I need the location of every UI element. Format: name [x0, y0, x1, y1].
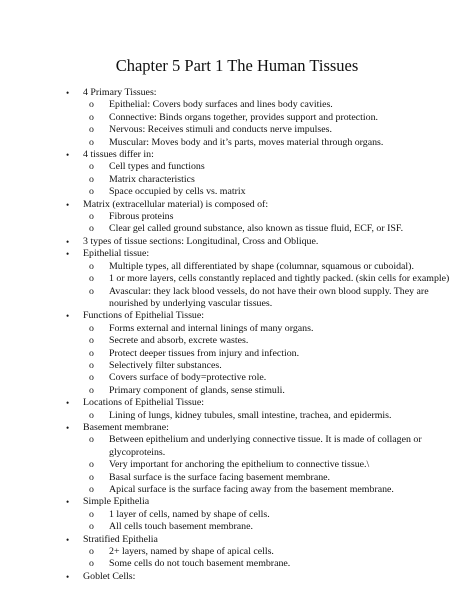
- sub-list-item-text: Multiple types, all differentiated by shape (columnar, squamous or cuboidal).: [109, 260, 414, 272]
- sub-list-item: [69, 509, 459, 521]
- sub-list-item-text: Between epithelium and underlying connective tissue. It is made of collagen or glycoproteins.: [109, 434, 422, 458]
- sub-list-item-text: Avascular: they lack blood vessels, do not have their own blood supply. They are nourished by underlying vascular tissues.: [109, 285, 429, 309]
- sub-list-item-text: Covers surface of body=protective role.: [109, 372, 267, 384]
- list-item-text: Epithelial tissue:: [83, 248, 150, 260]
- list-item: [66, 235, 459, 248]
- sub-list-item: [69, 323, 459, 335]
- bullet-icon: •: [66, 249, 70, 260]
- sub-list-item-text: Epithelial: Covers body surfaces and lines body cavities.: [109, 99, 333, 111]
- sub-bullet-icon: o: [89, 434, 94, 446]
- sub-list-item: [69, 99, 459, 111]
- bullet-icon: •: [66, 236, 70, 247]
- sub-bullet-icon: o: [89, 384, 94, 396]
- sub-bullet-icon: o: [89, 558, 94, 570]
- sub-list-item: [69, 223, 459, 235]
- sub-list-item-text: Clear gel called ground substance, also known as tissue fluid, ECF, or ISF.: [109, 223, 404, 235]
- sub-list-item-text: 2+ layers, named by shape of apical cells.: [109, 546, 274, 558]
- list-item: [66, 248, 459, 260]
- list-item: [66, 397, 459, 409]
- list-item: [66, 533, 459, 546]
- sub-list-item-text: 1 or more layers, cells constantly replaced and tightly packed. (skin cells for example): [109, 273, 450, 285]
- bullet-icon: •: [66, 398, 70, 409]
- list-item: [66, 149, 459, 161]
- sub-bullet-icon: o: [89, 161, 94, 173]
- sub-bullet-icon: o: [89, 260, 94, 272]
- list-item-text: Locations of Epithelial Tissue:: [83, 397, 204, 409]
- bullet-icon: •: [66, 199, 70, 210]
- sub-bullet-icon: o: [89, 359, 94, 371]
- sub-list-item: [69, 286, 459, 311]
- sub-list-item-text: Connective: Binds organs together, provides support and protection.: [109, 111, 379, 123]
- sub-bullet-icon: o: [89, 459, 94, 471]
- list-item: [66, 198, 459, 211]
- sub-list-item: [69, 261, 459, 273]
- sub-bullet-icon: o: [89, 124, 94, 136]
- list-item: [66, 496, 459, 508]
- sub-bullet-icon: o: [89, 347, 94, 359]
- sub-list-item-text: Apical surface is the surface facing away from the basement membrane.: [109, 484, 394, 495]
- sub-list-item: [69, 434, 459, 459]
- sub-bullet-icon: o: [89, 322, 94, 334]
- sub-list-item-text: 1 layer of cells, named by shape of cells.: [109, 508, 270, 520]
- sub-bullet-icon: o: [89, 409, 94, 421]
- sub-list-item-text: Protect deeper tissues from injury and infection.: [109, 347, 300, 359]
- sub-list-item-text: All cells touch basement membrane.: [109, 521, 253, 533]
- sub-list-item: [69, 360, 459, 372]
- sub-list-item: [69, 124, 459, 136]
- sub-list-item-text: Space occupied by cells vs. matrix: [109, 186, 246, 198]
- sub-list-item-text: Secrete and absorb, excrete wastes.: [109, 335, 249, 347]
- sub-list-item: [69, 372, 459, 384]
- sub-list-item: [69, 558, 459, 570]
- sub-list-item-text: Fibrous proteins: [109, 211, 174, 223]
- list-item-text: Stratified Epithelia: [83, 533, 158, 545]
- sub-list-item: [69, 521, 459, 533]
- sub-list-item: [69, 211, 459, 223]
- sub-list-item-text: Primary component of glands, sense stimuli.: [109, 384, 285, 396]
- sub-list-item: [69, 484, 459, 496]
- sub-list-item: [69, 112, 459, 124]
- sub-bullet-icon: o: [89, 372, 94, 384]
- sub-list-item-text: Muscular: Moves body and it’s parts, moves material through organs.: [109, 136, 384, 148]
- sub-list-item-text: Basal surface is the surface facing basement membrane.: [109, 471, 330, 483]
- sub-list-item: [69, 459, 459, 471]
- sub-bullet-icon: o: [89, 546, 94, 558]
- page-title: Chapter 5 Part 1 The Human Tissues: [115, 56, 359, 75]
- sub-bullet-icon: o: [89, 223, 94, 235]
- sub-list-item: [69, 348, 459, 360]
- list-item-text: 4 tissues differ in:: [83, 149, 154, 161]
- list-item-text: 3 types of tissue sections: Longitudinal, Cross and Oblique.: [83, 235, 319, 247]
- bullet-icon: •: [66, 150, 70, 161]
- sub-list-item: [69, 546, 459, 558]
- sub-bullet-icon: o: [89, 136, 94, 148]
- bullet-icon: •: [66, 422, 70, 433]
- sub-bullet-icon: o: [89, 99, 94, 111]
- sub-list-item: [69, 161, 459, 173]
- sub-list-item: [69, 174, 459, 186]
- sub-list-item-text: Nervous: Receives stimuli and conducts nerve impulses.: [109, 124, 332, 136]
- sub-bullet-icon: o: [89, 508, 94, 520]
- bullet-icon: •: [66, 534, 70, 545]
- sub-list-item: [69, 335, 459, 347]
- sub-bullet-icon: o: [89, 471, 94, 483]
- sub-bullet-icon: o: [89, 173, 94, 185]
- list-item-text: 4 Primary Tissues:: [83, 87, 157, 98]
- list-item-text: Functions of Epithelial Tissue:: [83, 310, 204, 322]
- sub-bullet-icon: o: [89, 273, 94, 285]
- sub-list-item: [69, 410, 459, 422]
- list-item-text: Matrix (extracellular material) is composed of:: [83, 198, 269, 210]
- sub-list-item-text: Cell types and functions: [109, 161, 205, 173]
- sub-bullet-icon: o: [89, 335, 94, 347]
- sub-list-item: [69, 385, 459, 397]
- sub-list-item: [69, 186, 459, 198]
- sub-list-item: [69, 472, 459, 484]
- sub-list-item-text: Lining of lungs, kidney tubules, small intestine, trachea, and epidermis.: [109, 409, 392, 421]
- sub-list-item-text: Matrix characteristics: [109, 173, 195, 185]
- list-item: [66, 421, 459, 434]
- sub-list-item-text: Very important for anchoring the epithelium to connective tissue.\: [109, 459, 370, 471]
- notes-list: [66, 87, 459, 583]
- sub-bullet-icon: o: [89, 111, 94, 123]
- sub-bullet-icon: o: [89, 521, 94, 533]
- sub-list-item: [69, 273, 459, 285]
- sub-bullet-icon: o: [89, 285, 94, 297]
- list-item: [66, 310, 459, 322]
- sub-bullet-icon: o: [89, 211, 94, 223]
- sub-list-item: [69, 137, 459, 149]
- list-item-text: Simple Epithelia: [83, 496, 150, 508]
- bullet-icon: •: [66, 311, 70, 322]
- sub-list-item-text: Forms external and internal linings of many organs.: [109, 322, 314, 334]
- list-item-text: Goblet Cells:: [83, 570, 136, 582]
- sub-bullet-icon: o: [89, 186, 94, 198]
- sub-list-item-text: Selectively filter substances.: [109, 359, 222, 371]
- bullet-icon: •: [66, 571, 70, 582]
- sub-bullet-icon: o: [89, 484, 94, 495]
- bullet-icon: •: [66, 88, 70, 98]
- list-item: [66, 87, 459, 99]
- bullet-icon: •: [66, 497, 70, 508]
- list-item: [66, 570, 459, 583]
- sub-list-item-text: Some cells do not touch basement membrane.: [109, 558, 291, 570]
- list-item-text: Basement membrane:: [83, 421, 169, 433]
